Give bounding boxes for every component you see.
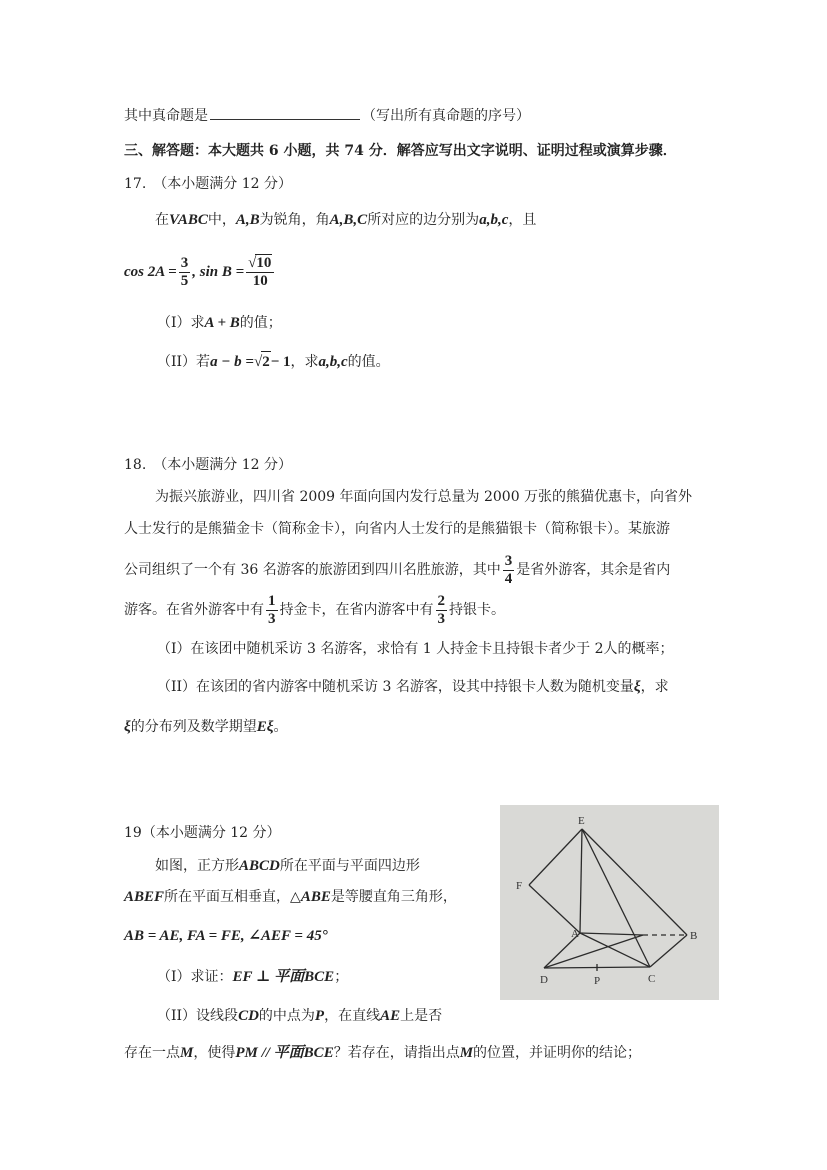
label-e: E	[578, 815, 585, 827]
math-expr: a,b,c	[318, 354, 348, 370]
frac-num: 1	[268, 592, 276, 609]
edge-ac	[580, 933, 650, 967]
q18-text: （II）在该团的省内游客中随机采访 3 名游客，设其中持银卡人数为随机变量	[157, 679, 634, 695]
part-label: （II）若	[157, 354, 211, 370]
q18-line2: 人士发行的是熊猫金卡（简称金卡），向省内人士发行的是熊猫银卡（简称银卡）。某旅游	[124, 521, 670, 537]
xi-symbol: ξ	[633, 679, 641, 695]
part-text: ，在直线	[324, 1008, 381, 1024]
fraction-1-3	[266, 593, 278, 628]
q19-part2	[157, 1006, 442, 1026]
q18-part2	[157, 677, 669, 697]
q17-text: 所对应的边分别为	[367, 212, 480, 228]
q19-text: 所在平面与平面四边形	[279, 858, 420, 874]
q18-line7	[124, 717, 288, 737]
q18-text: 持金卡，在省内游客中有	[279, 602, 434, 618]
q19-line2	[124, 887, 457, 907]
figure-svg	[500, 805, 719, 1000]
q17-part2	[157, 351, 390, 372]
part-text: 上是否	[400, 1008, 443, 1024]
edge-ef	[529, 829, 582, 885]
fraction-sin	[246, 254, 274, 290]
part-text: ；	[334, 969, 349, 985]
q17-angles-abc: A,B,C	[329, 212, 368, 228]
q19-text: ，使得	[193, 1045, 236, 1061]
q19-line7	[124, 1043, 641, 1063]
math-expr: − 1	[270, 354, 291, 370]
frac-num: 2	[437, 592, 445, 609]
q18-text: 。	[273, 719, 288, 735]
frac-num: 3	[504, 552, 513, 569]
label-f: F	[516, 880, 523, 892]
math-expr: EF ⊥ 平面BCE	[232, 969, 335, 985]
expectation-symbol: Eξ	[256, 719, 274, 735]
prev-answer-line	[124, 105, 530, 126]
edge-fa	[529, 885, 580, 933]
q18-line1: 为振兴旅游业，四川省 2009 年面向国内发行总量为 2000 万张的熊猫优惠卡，向省外	[155, 489, 693, 505]
radicand: 2	[261, 351, 271, 372]
prev-prefix: 其中真命题是	[124, 108, 208, 124]
q18-header: 18. （本小题满分 12 分）	[124, 457, 292, 473]
q19-header: 19（本小题满分 12 分）	[124, 825, 281, 841]
radicand: 10	[256, 255, 272, 271]
math-expr: ABE	[300, 889, 331, 905]
root-sign: √	[248, 255, 257, 271]
q19-part1	[157, 967, 348, 987]
fraction-3-4	[503, 553, 515, 588]
prev-suffix: （写出所有真命题的序号）	[362, 108, 530, 124]
q18-line3	[124, 552, 670, 588]
frac-den: 5	[180, 272, 189, 289]
math-expr: a − b =	[210, 354, 254, 370]
q19-text: 如图，正方形	[155, 858, 239, 874]
part-text: 的中点为	[258, 1008, 315, 1024]
edge-cb	[650, 935, 687, 967]
q17-given	[124, 252, 276, 292]
cos-expression: cos 2A =	[124, 264, 177, 280]
frac-den: 3	[268, 610, 276, 627]
part-label: （I）求证：	[157, 969, 233, 985]
math-expr: M	[459, 1045, 474, 1061]
q19-text: 的位置，并证明你的结论；	[473, 1045, 642, 1061]
q18-text: 公司组织了一个有 36 名游客的旅游团到四川名胜旅游，其中	[124, 562, 501, 578]
edge-eb	[582, 829, 687, 935]
q19-text: 所在平面互相垂直，△	[164, 889, 301, 905]
q17-header: 17. （本小题满分 12 分）	[124, 176, 292, 192]
math-expr: CD	[238, 1008, 259, 1024]
q17-line1	[155, 210, 536, 230]
math-expr: P	[314, 1008, 325, 1024]
q18-part1: （I）在该团中随机采访 3 名游客，求恰有 1 人持金卡且持银卡者少于 2人的概率；	[157, 641, 674, 657]
q17-text: 为锐角，角	[259, 212, 330, 228]
section-heading: 三、解答题：本大题共 6 小题，共 74 分．解答应写出文字说明、证明过程或演算步骤．	[124, 143, 677, 159]
q17-part1	[157, 313, 282, 333]
q17-sides: a,b,c	[479, 212, 509, 228]
q19-line1	[155, 856, 420, 876]
frac-num	[246, 254, 274, 273]
math-expr: ABEF	[124, 889, 165, 905]
fraction-2-3	[436, 593, 448, 628]
q18-text: 的分布列及数学期望	[130, 719, 257, 735]
math-expr: ABCD	[239, 858, 280, 874]
xi-symbol: ξ	[124, 719, 131, 735]
q17-text: ，且	[508, 212, 537, 228]
label-d: D	[540, 974, 548, 986]
edge-ea	[580, 829, 582, 933]
part-label: （II）设线段	[157, 1008, 239, 1024]
math-expr: M	[180, 1045, 194, 1061]
part-text: 的值。	[347, 354, 390, 370]
q18-text: 是省外游客，其余是省内	[516, 562, 671, 578]
math-expr: AB = AE, FA = FE, ∠AEF = 45°	[124, 928, 328, 944]
q17-triangle: VABC	[169, 212, 208, 228]
fraction-cos	[179, 255, 191, 290]
q17-text: 在	[155, 212, 169, 228]
part-text: ，求	[290, 354, 319, 370]
frac-den: 4	[504, 570, 513, 587]
q19-conditions	[124, 926, 328, 946]
label-b: B	[690, 930, 698, 942]
q19-text: ？若存在，请指出点	[333, 1045, 460, 1061]
part-label: （I）求	[157, 315, 205, 331]
q19-text: 是等腰直角三角形，	[330, 889, 457, 905]
edge-ec	[582, 829, 650, 967]
q17-text: 中，	[207, 212, 236, 228]
geometry-figure	[500, 805, 719, 1000]
q18-text: ，求	[640, 679, 669, 695]
frac-num: 3	[180, 254, 189, 271]
q18-text: 持银卡。	[449, 602, 505, 618]
frac-den: 3	[437, 610, 445, 627]
label-p: P	[594, 975, 601, 987]
label-c: C	[648, 973, 656, 985]
math-expr: PM // 平面BCE	[235, 1045, 334, 1061]
part-text: 的值；	[239, 315, 282, 331]
frac-den: 10	[252, 273, 268, 289]
q19-text: 存在一点	[124, 1045, 180, 1061]
q17-angles-ab: A,B	[235, 212, 260, 228]
answer-blank	[210, 105, 360, 120]
sin-expression: , sin B =	[192, 264, 245, 280]
math-expr: A + B	[204, 315, 240, 331]
q18-line4	[124, 592, 505, 628]
label-a: A	[571, 928, 579, 940]
q18-text: 游客。在省外游客中有	[124, 602, 264, 618]
root-sign: √	[253, 354, 263, 370]
math-expr: AE	[380, 1008, 401, 1024]
